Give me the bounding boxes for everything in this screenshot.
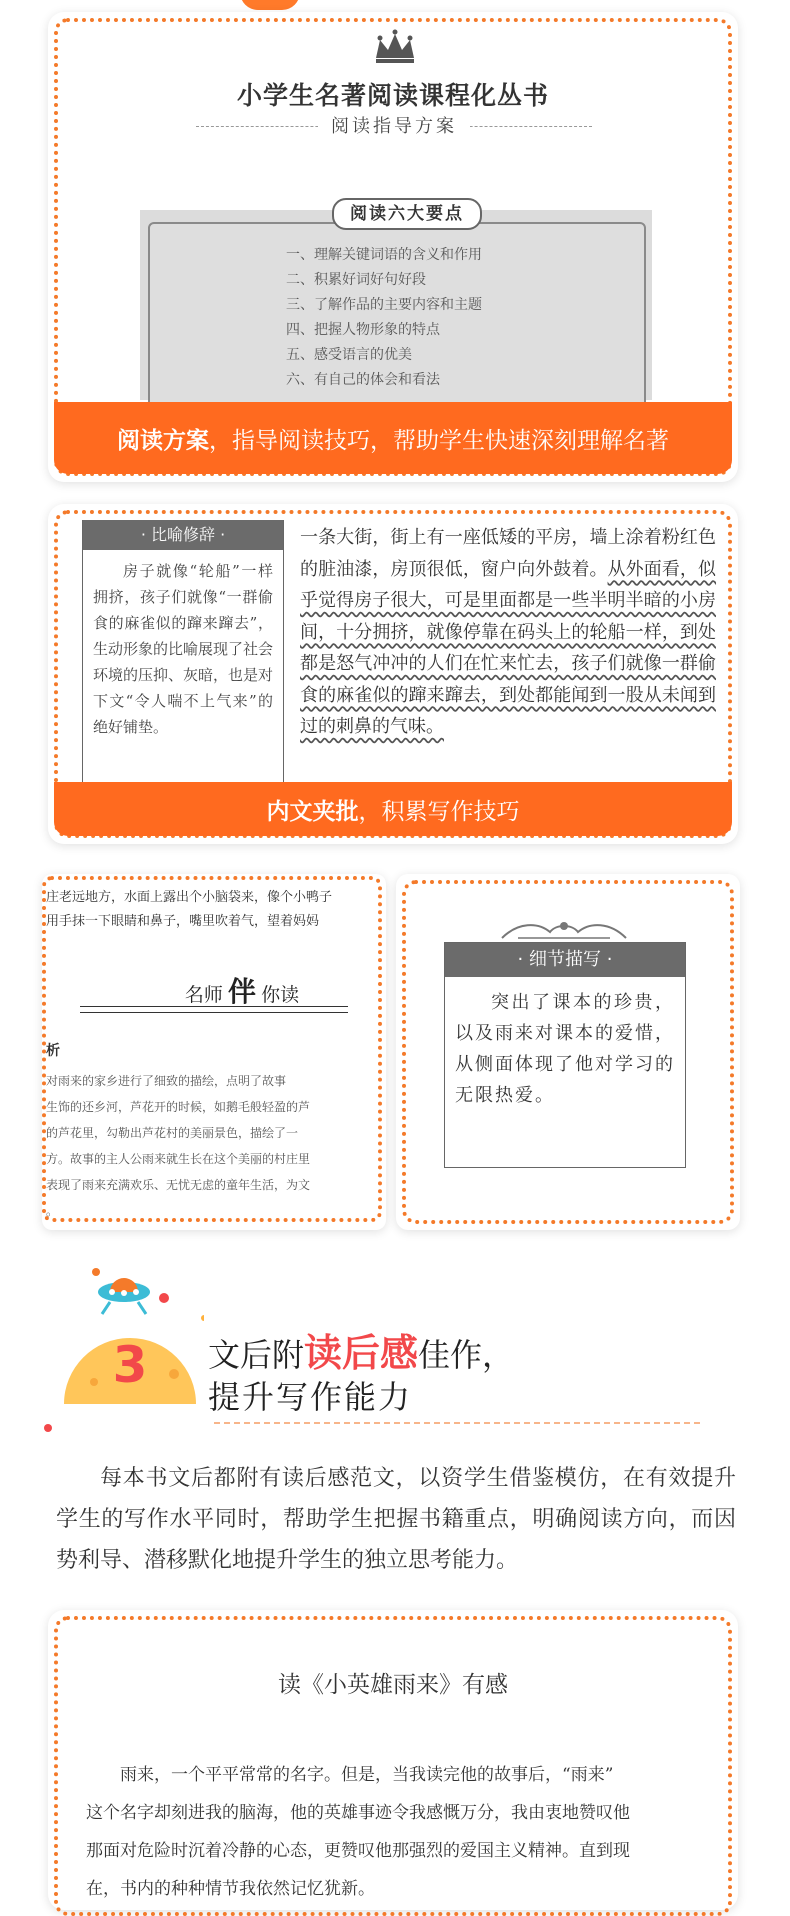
analysis-label: 析 <box>46 1043 60 1059</box>
ornament-icon <box>498 918 630 942</box>
essay-body <box>86 1756 726 1908</box>
reading-guide-subtitle: 阅读指导方案 <box>318 112 470 138</box>
excerpt-line: 用手抹一下眼睛和鼻子，嘴里吹着气，望着妈妈 <box>46 914 320 929</box>
heading-post: 佳作， <box>418 1336 515 1374</box>
essay-title: 读《小英雄雨来》有感 <box>278 1672 508 1698</box>
section-heading-line1 <box>208 1322 514 1377</box>
analysis-line: 表现了雨来充满欢乐、无忧无虑的童年生活，为文 <box>46 1178 311 1192</box>
heading-highlight: 读后感 <box>304 1331 419 1375</box>
metaphor-note-text: 房子就像“轮船”一样拥挤，孩子们就像“一群偷食的麻雀似的蹿来蹿去”，生动形象的比喻展现了社会环境的压抑、灰暗，也是对下文“令人喘不上气来”的绝好铺垫。 <box>93 562 274 736</box>
reading-plan-banner-strong: 阅读方案 <box>117 427 209 454</box>
analysis-line: 方。故事的主人公雨来就生长在这个美丽的村庄里 <box>46 1152 311 1166</box>
detail-note-title: · 细节描写 · <box>445 943 685 977</box>
key-point-item: 三、了解作品的主要内容和主题 <box>286 297 482 313</box>
teacher-heading-right: 你读 <box>261 984 300 1006</box>
crown-icon <box>372 28 418 66</box>
section-paragraph: 每本书文后都附有读后感范文，以资学生借鉴模仿，在有效提升学生的写作水平同时，帮助学生把握书籍重点，明确阅读方向，而因势利导、潜移默化地提升学生的独立思考能力。 <box>56 1466 736 1573</box>
passage-text <box>300 522 716 743</box>
annotation-banner-strong: 内文夹批 <box>266 798 359 825</box>
key-points-title <box>332 198 482 230</box>
excerpt-line: 庄老远地方，水面上露出个小脑袋来，像个小鸭子 <box>46 890 333 905</box>
essay-line: 这个名字却刻进我的脑海，他的英雄事迹令我感慨万分，我由衷地赞叹他 <box>86 1803 630 1823</box>
analysis-line: 对雨来的家乡进行了细致的描绘，点明了故事 <box>46 1074 287 1088</box>
passage-plain: 一条大街，街上有一座低矮的平房，墙上涂着粉红色的脏油漆，房顶很低，窗户向外鼓着。 <box>300 527 716 580</box>
essay-line: 雨来，一个平平常常的名字。但是，当我读完他的故事后，“雨来” <box>120 1765 614 1785</box>
decor-dot <box>44 1424 52 1432</box>
analysis-line: 。 <box>46 1204 59 1218</box>
key-point-item: 一、理解关键词语的含义和作用 <box>286 247 482 263</box>
detail-note-text: 突出了课本的珍贵，以及雨来对课本的爱惜，从侧面体现了他对学习的无限热爱。 <box>455 992 675 1106</box>
annotation-banner <box>54 782 732 836</box>
metaphor-note-title: · 比喻修辞 · <box>83 520 283 550</box>
section-heading-rule <box>214 1422 700 1424</box>
analysis-line: 生饰的还乡河，芦花开的时候，如鹅毛般轻盈的芦 <box>46 1100 311 1114</box>
teacher-heading-big: 伴 <box>227 975 256 1008</box>
heading-pre: 文后附 <box>208 1336 305 1374</box>
reading-plan-banner <box>54 402 732 474</box>
essay-line: 那面对危险时沉着冷静的心态，更赞叹他那强烈的爱国主义精神。直到现 <box>86 1841 630 1861</box>
metaphor-note <box>82 520 284 791</box>
key-point-item: 六、有自己的体会和看法 <box>286 372 440 388</box>
reading-plan-banner-text: ，指导阅读技巧，帮助学生快速深刻理解名著 <box>209 427 669 454</box>
teacher-reading-dotted-frame <box>42 876 382 1222</box>
section-heading-line2: 提升写作能力 <box>208 1378 413 1416</box>
series-title: 小学生名著阅读课程化丛书 <box>236 81 549 110</box>
essay-line: 在，书内的种种情节我依然记忆犹新。 <box>86 1879 375 1899</box>
annotation-banner-text: ，积累写作技巧 <box>358 798 520 825</box>
key-point-item: 二、积累好词好句好段 <box>286 272 426 288</box>
passage-underlined: 从外面看，似乎觉得房子很大，可是里面都是一些半明半暗的小房间，十分拥挤，就像停靠在码头上的轮船一样，到处都是怒气冲冲的人们在忙来忙去，孩子们就像一群偷食的麻雀似的蹿来蹿去，到处都能闻到一股从未闻到过的刺鼻的气味。 <box>300 558 717 737</box>
teacher-heading-left: 名师 <box>184 984 223 1006</box>
analysis-line: 的芦花里，勾勒出芦花村的美丽景色，描绘了一 <box>46 1126 299 1140</box>
key-point-item: 五、感受语言的优美 <box>286 347 412 363</box>
key-point-item: 四、把握人物形象的特点 <box>286 322 440 338</box>
key-points-title-text: 阅读六大要点 <box>350 204 464 224</box>
detail-note <box>444 942 686 1168</box>
section-number: 3 <box>112 1336 148 1394</box>
top-orange-tab <box>240 0 300 10</box>
key-points-list <box>286 244 616 394</box>
